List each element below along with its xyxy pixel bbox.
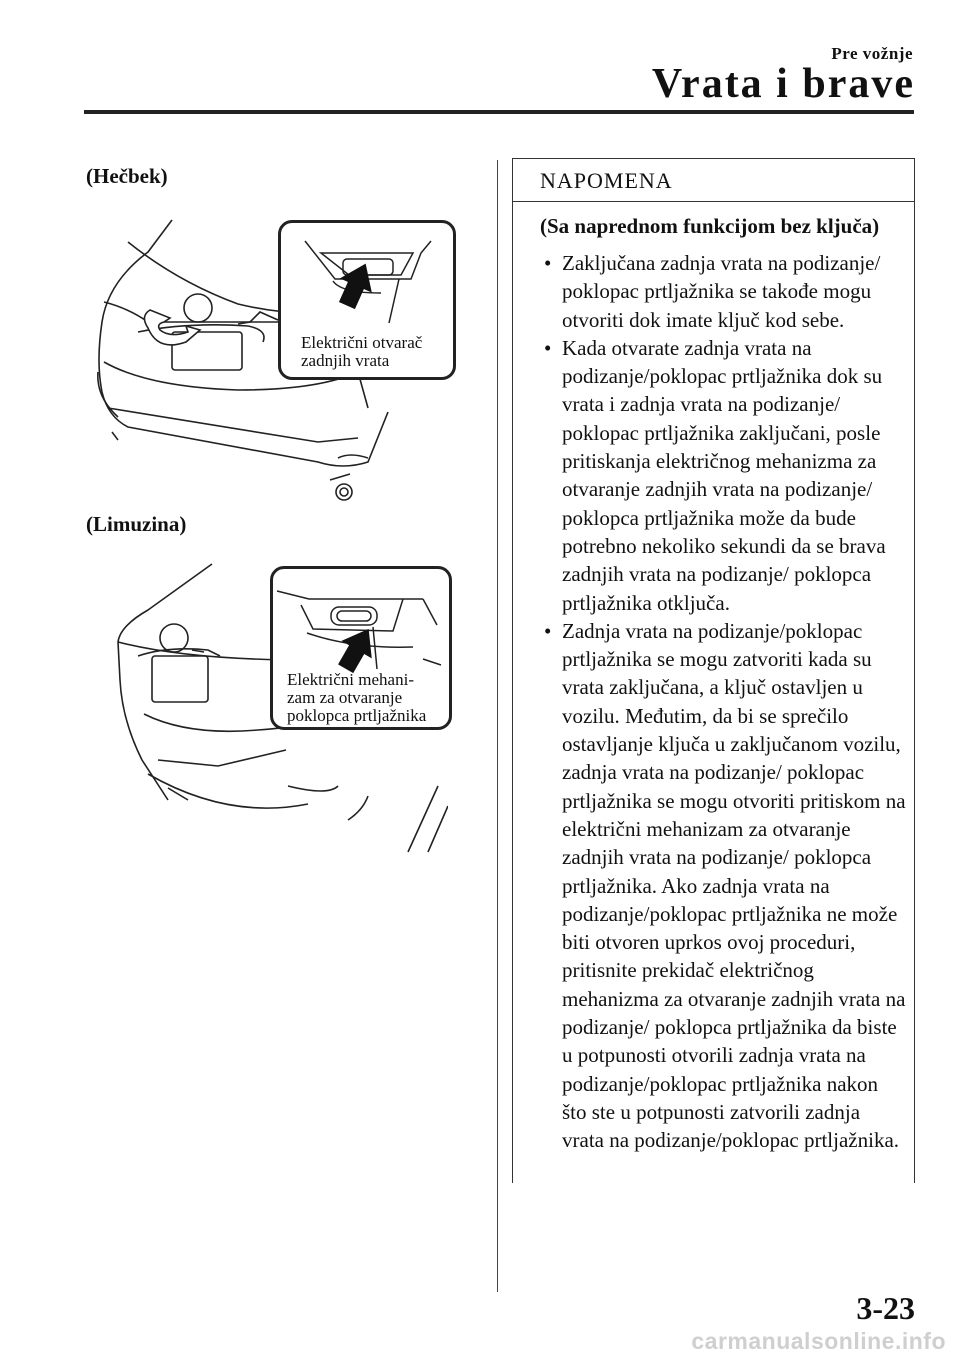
hatchback-caption: (Hečbek): [86, 164, 168, 188]
column-divider: [497, 160, 498, 1292]
note-subtitle: (Sa naprednom funkcijom bez ključa): [540, 214, 880, 238]
watermark: carmanualsonline.info: [691, 1328, 946, 1354]
note-box: [512, 158, 915, 1183]
hatchback-label-line2: zadnjih vrata: [301, 351, 390, 370]
note-item: [540, 617, 906, 1155]
note-item-text: Zadnja vrata na podizanje/poklopac prtljažnika se mogu zatvoriti kada su vrata zaključana, a ključ ostavljen u vozilu. Međutim, da bi se sprečilo ostavljanje ključa u zaključanom vozilu, zadnja vrata na podizanje/ poklopac prtljažnika se mogu otvoriti pritiskom na električni mehanizam za otvaranje zadnjih vrata na podizanje/ poklopca prtljažnika. Ako zadnja vrata na podizanje/poklopac prtljažnika ne može biti otvoren uprkos ovoj proceduri, pritisnite prekidač električnog mehanizma za otvaranje zadnjih vrata na podizanje/ poklopca prtljažnika da biste u potpunosti otvorili zadnja vrata na podizanje/poklopac prtljažnika nakon što ste u potpunosti zatvorili zadnja vrata na podizanje/poklopac prtljažnika.: [562, 618, 906, 1153]
section-label: Pre vožnje: [831, 44, 913, 63]
sedan-label-line3: poklopca prtljažnika: [287, 706, 427, 725]
sedan-label-line1: Električni mehani-: [287, 670, 414, 689]
hatchback-inset: [278, 220, 456, 380]
note-item: [540, 249, 906, 334]
hatchback-label-line1: Električni otvarač: [301, 333, 423, 352]
note-item-text: Kada otvarate zadnja vrata na podizanje/poklopac prtljažnika dok su vrata i zadnja vrata na podizanje/ poklopac prtljažnika zaključani, posle pritiskanja električnog mehanizma za otvaranje zadnjih vrata na podizanje/ poklopca prtljažnika može da bude potrebno nekoliko sekundi da se brava zadnjih vrata na podizanje/ poklopca prtljažnika otključa.: [562, 335, 886, 615]
bullet-icon: •: [544, 618, 552, 643]
bullet-icon: •: [544, 251, 552, 275]
sedan-inset: [270, 566, 452, 730]
page-title: Vrata i brave: [651, 61, 915, 107]
note-item-text: Zaključana zadnja vrata na podizanje/ poklopac prtljažnika se takođe mogu otvoriti dok imate ključ kod sebe.: [562, 251, 881, 332]
header-divider: [84, 110, 914, 114]
bullet-icon: •: [544, 335, 552, 360]
note-body: [513, 202, 914, 1155]
sedan-label-line2: zam za otvaranje: [287, 688, 403, 707]
page-number: 3-23: [856, 1290, 915, 1326]
note-item: [540, 334, 906, 617]
sedan-caption: (Limuzina): [86, 512, 187, 536]
note-title: NAPOMENA: [513, 159, 914, 202]
